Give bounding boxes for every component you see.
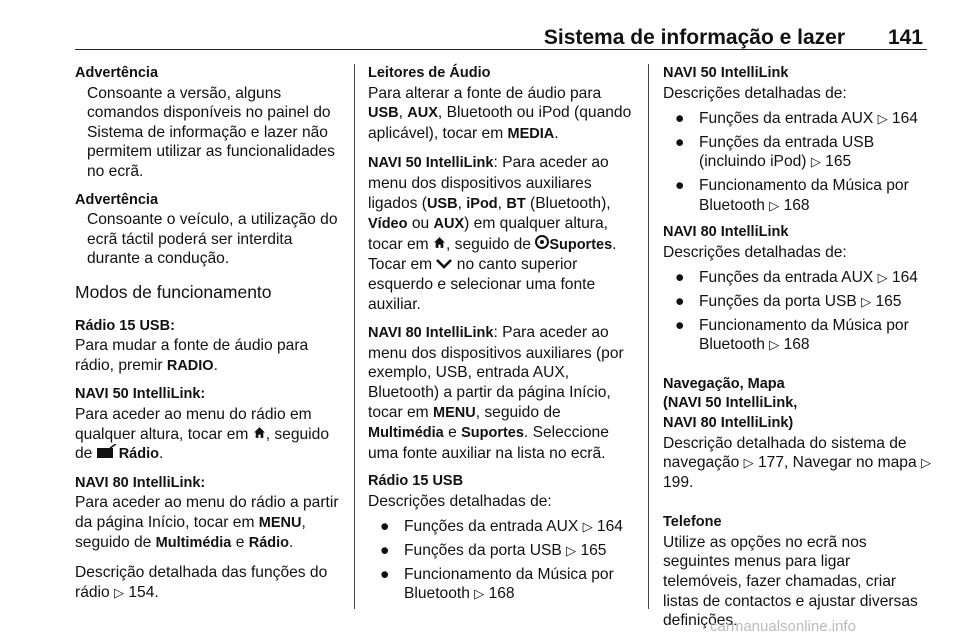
column-3 xyxy=(663,64,931,640)
page-reference-arrow-icon: ▷ xyxy=(114,584,125,600)
text: e xyxy=(443,424,462,442)
page-reference[interactable]: 199 xyxy=(663,473,690,491)
radio-icon xyxy=(97,445,119,462)
menu-label: Suportes xyxy=(549,236,613,253)
button-label: RADIO xyxy=(166,357,214,374)
bullet-icon: ● xyxy=(380,542,390,560)
text: , seguido de xyxy=(446,235,536,253)
home-icon xyxy=(433,236,446,253)
text: Para aceder ao menu do rádio em qualquer altura, tocar em xyxy=(75,405,312,443)
text: : Para aceder ao menu dos dispositivos auxiliares (por exemplo, USB, entrada AUX, Bluetooth) a partir da página Início, tocar em xyxy=(368,324,624,421)
text: . xyxy=(289,534,294,552)
list-item xyxy=(368,517,638,537)
bullet-icon: ● xyxy=(675,292,685,310)
page-reference-arrow-icon: ▷ xyxy=(877,111,888,127)
text: Para alterar a fonte de áudio para xyxy=(368,84,602,102)
inline-heading: NAVI 50 IntelliLink xyxy=(368,155,494,172)
text: , xyxy=(457,194,467,212)
section-heading: Modos de funcionamento xyxy=(75,281,272,302)
bullet-list xyxy=(663,268,931,354)
text: e xyxy=(231,534,249,552)
spacer xyxy=(663,501,931,513)
menu-label: MENU xyxy=(258,514,302,531)
text: Descrição detalhada das funções do rádio xyxy=(75,564,328,601)
bullet-icon: ● xyxy=(675,133,685,151)
subheading: NAVI 50 IntelliLink: xyxy=(75,386,206,403)
text: Funções da entrada AUX xyxy=(404,518,583,536)
text: Funcionamento da Música por Bluetooth xyxy=(404,565,614,603)
page-reference-arrow-icon: ▷ xyxy=(877,270,888,286)
page-reference-arrow-icon: ▷ xyxy=(743,455,754,471)
bullet-icon: ● xyxy=(675,316,685,334)
bullet-icon: ● xyxy=(675,269,685,287)
bullet-icon: ● xyxy=(380,565,390,583)
menu-label: iPod xyxy=(466,195,498,212)
page-reference-arrow-icon: ▷ xyxy=(810,154,821,170)
bullet-list xyxy=(368,517,638,603)
column-1 xyxy=(75,64,343,611)
text: : Para aceder ao menu dos dispositivos auxiliares ligados ( xyxy=(368,154,609,212)
subheading: NAVI 80 IntelliLink) xyxy=(663,414,794,431)
paragraph: Descrições detalhadas de: xyxy=(663,84,847,102)
paragraph xyxy=(663,434,931,493)
text: Funções da entrada AUX xyxy=(699,269,878,287)
running-title: Sistema de informação e lazer xyxy=(543,26,845,49)
text: ou xyxy=(407,215,434,233)
page-reference-arrow-icon: ▷ xyxy=(920,455,931,471)
text: , seguido de xyxy=(75,513,306,552)
bullet-icon: ● xyxy=(675,110,685,128)
text: no canto superior esquerdo e selecionar uma fonte auxiliar. xyxy=(368,256,596,313)
paragraph xyxy=(368,84,638,145)
paragraph xyxy=(75,563,343,602)
menu-label: Rádio xyxy=(118,446,159,463)
menu-label: Rádio xyxy=(248,535,289,552)
subheading: Leitores de Áudio xyxy=(368,65,491,81)
subheading: Rádio 15 USB: xyxy=(75,317,175,334)
menu-label: BT xyxy=(506,195,526,212)
text: Funções da porta USB xyxy=(699,292,862,310)
page-reference-arrow-icon: ▷ xyxy=(474,586,485,602)
page-reference[interactable]: 164 xyxy=(891,269,918,287)
menu-label: USB xyxy=(426,195,458,212)
text: Para mudar a fonte de áudio para rádio, premir xyxy=(75,337,309,374)
subheading: NAVI 80 IntelliLink: xyxy=(75,474,206,491)
text: , xyxy=(398,104,408,122)
page-reference-arrow-icon: ▷ xyxy=(566,543,577,559)
page-reference[interactable]: 177 xyxy=(757,454,785,472)
column-2 xyxy=(368,64,638,612)
subheading: Telefone xyxy=(663,514,722,531)
bullet-list xyxy=(663,109,931,215)
text: . xyxy=(554,124,559,142)
page-reference[interactable]: 165 xyxy=(825,153,852,171)
inline-heading: NAVI 80 IntelliLink xyxy=(368,325,494,342)
text: . Seleccione uma fonte auxiliar na lista no ecrã. xyxy=(368,424,609,462)
paragraph xyxy=(75,405,343,465)
home-icon xyxy=(253,426,266,443)
list-item xyxy=(663,316,931,355)
text: . Tocar em xyxy=(368,235,617,274)
text: . xyxy=(154,583,159,601)
menu-label: AUX xyxy=(407,105,438,122)
text: , xyxy=(497,194,507,212)
subheading: Navegação, Mapa xyxy=(663,375,785,392)
text: Funções da entrada USB (incluindo iPod) xyxy=(699,133,875,171)
subheading: NAVI 80 IntelliLink xyxy=(663,224,789,241)
page-reference-arrow-icon: ▷ xyxy=(769,197,780,213)
bullet-icon: ● xyxy=(380,518,390,536)
list-item xyxy=(663,292,931,312)
paragraph xyxy=(75,336,343,376)
menu-label: Suportes xyxy=(461,425,524,442)
text: . xyxy=(158,445,164,463)
button-label: MEDIA xyxy=(507,125,555,142)
warning-text: Consoante o veículo, a utilização do ecrã táctil poderá ser interdita durante a condução. xyxy=(87,211,338,268)
header-rule xyxy=(75,49,927,50)
media-source-icon xyxy=(535,236,549,253)
text: Funcionamento da Música por Bluetooth xyxy=(699,176,909,214)
text: , Navegar no mapa xyxy=(784,454,921,472)
text: . xyxy=(689,473,694,491)
text: Para aceder ao menu do rádio a partir da página Início, tocar em xyxy=(75,494,339,531)
text: Funções da entrada AUX xyxy=(699,110,878,128)
text: , seguido de xyxy=(75,425,329,463)
text: Funções da porta USB xyxy=(404,542,567,560)
paragraph: Descrições detalhadas de: xyxy=(663,243,847,261)
page-reference-arrow-icon: ▷ xyxy=(769,337,780,353)
list-item xyxy=(368,541,638,561)
paragraph: Descrições detalhadas de: xyxy=(368,492,552,510)
page-number: 141 xyxy=(887,26,923,49)
chevron-down-icon xyxy=(436,256,452,273)
text: Descrição detalhada do sistema de navegação xyxy=(663,434,907,472)
menu-label: Multimédia xyxy=(155,535,232,552)
text: Funcionamento da Música por Bluetooth xyxy=(699,316,909,354)
warning-heading: Advertência xyxy=(75,191,159,208)
subheading: Rádio 15 USB xyxy=(368,473,464,490)
text: ) em qualquer altura, tocar em xyxy=(368,215,609,253)
page-reference[interactable]: 168 xyxy=(783,336,810,354)
column-divider xyxy=(648,64,649,609)
page-reference[interactable]: 168 xyxy=(783,196,810,214)
page-reference-arrow-icon: ▷ xyxy=(582,519,593,535)
warning-heading: Advertência xyxy=(75,65,159,81)
page-reference[interactable]: 164 xyxy=(596,518,623,536)
list-item xyxy=(663,133,931,172)
page-reference[interactable]: 164 xyxy=(891,110,918,128)
page-header xyxy=(75,22,927,52)
warning-text: Consoante a versão, alguns comandos disponíveis no painel do Sistema de informação e lazer não permitem utilizar as funcionalidades no ecrã. xyxy=(87,84,335,180)
page-reference[interactable]: 165 xyxy=(580,542,607,560)
menu-label: AUX xyxy=(433,216,465,233)
page-reference[interactable]: 168 xyxy=(488,585,515,603)
text: . xyxy=(213,356,218,374)
paragraph xyxy=(368,153,638,314)
subheading: NAVI 50 IntelliLink xyxy=(663,65,789,81)
watermark: carmanualsonline.info xyxy=(710,618,856,635)
text: (Bluetooth), xyxy=(525,194,611,212)
menu-label: Vídeo xyxy=(368,216,408,233)
bullet-icon: ● xyxy=(675,176,685,194)
list-item xyxy=(368,565,638,604)
menu-label: MENU xyxy=(433,404,476,421)
page-reference-arrow-icon: ▷ xyxy=(861,293,872,309)
column-divider xyxy=(354,64,355,609)
page-reference[interactable]: 165 xyxy=(875,292,902,310)
list-item xyxy=(663,268,931,288)
paragraph xyxy=(75,493,343,554)
menu-label: USB xyxy=(368,105,399,122)
text: , Bluetooth ou iPod (quando aplicável), tocar em xyxy=(368,104,632,142)
paragraph xyxy=(368,323,638,463)
menu-label: Multimédia xyxy=(368,425,444,442)
page-reference[interactable]: 154 xyxy=(128,583,155,601)
paragraph: Utilize as opções no ecrã nos seguintes menus para ligar telemóveis, fazer chamadas, criar listas de contactos e ajustar diversas definições. xyxy=(663,533,918,630)
subheading: (NAVI 50 IntelliLink, xyxy=(663,395,798,412)
list-item xyxy=(663,109,931,129)
text: , seguido de xyxy=(475,403,561,421)
spacer xyxy=(663,363,931,375)
list-item xyxy=(663,176,931,215)
